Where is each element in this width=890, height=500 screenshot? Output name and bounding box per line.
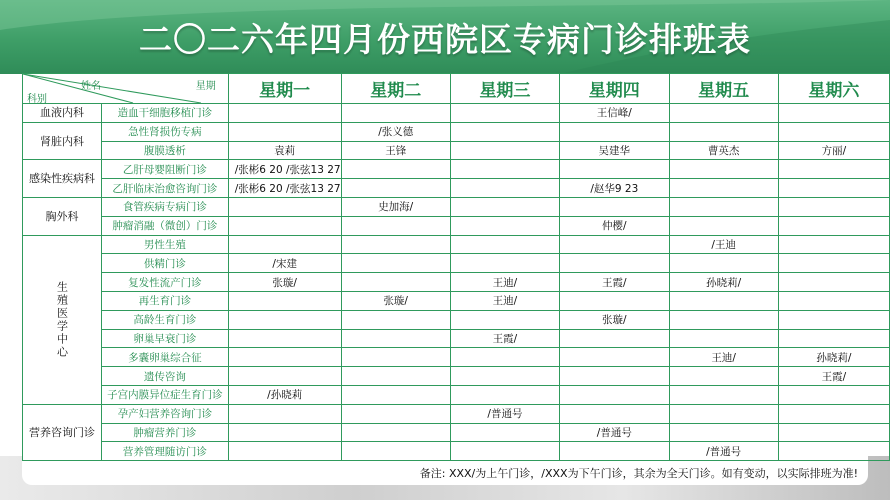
- schedule-cell: 王霞/: [778, 367, 889, 386]
- schedule-cell: [778, 442, 889, 461]
- schedule-cell: [228, 291, 341, 310]
- schedule-table: [22, 73, 890, 461]
- schedule-cell: /赵华9 23: [560, 179, 670, 198]
- table-row: [23, 216, 890, 235]
- table-row: [23, 141, 890, 160]
- schedule-cell: 方丽/: [778, 141, 889, 160]
- schedule-cell: [228, 104, 341, 123]
- table-row: [23, 273, 890, 292]
- schedule-cell: [228, 348, 341, 367]
- clinic-cell: 复发性流产门诊: [102, 273, 229, 292]
- schedule-cell: [450, 160, 559, 179]
- schedule-cell: [228, 235, 341, 254]
- schedule-cell: [228, 329, 341, 348]
- clinic-cell: 子宫内膜异位症生育门诊: [102, 385, 229, 404]
- schedule-cell: [341, 385, 450, 404]
- schedule-cell: [341, 367, 450, 386]
- department-cell: 营养咨询门诊: [23, 404, 102, 460]
- table-row: [23, 348, 890, 367]
- schedule-cell: [228, 404, 341, 423]
- table-row: [23, 179, 890, 198]
- schedule-cell: [778, 235, 889, 254]
- schedule-cell: [341, 348, 450, 367]
- schedule-cell: 王霞/: [560, 273, 670, 292]
- schedule-cell: [560, 122, 670, 141]
- department-cell: 感染性疾病科: [23, 160, 102, 198]
- table-row: [23, 235, 890, 254]
- clinic-cell: 乙肝母婴阻断门诊: [102, 160, 229, 179]
- schedule-cell: [228, 442, 341, 461]
- clinic-cell: 造血干细胞移植门诊: [102, 104, 229, 123]
- table-row: [23, 160, 890, 179]
- schedule-cell: [778, 404, 889, 423]
- department-cell: 胸外科: [23, 197, 102, 235]
- schedule-cell: [560, 348, 670, 367]
- schedule-cell: [778, 254, 889, 273]
- schedule-cell: /普通号: [560, 423, 670, 442]
- clinic-cell: 男性生殖: [102, 235, 229, 254]
- schedule-cell: [341, 442, 450, 461]
- schedule-cell: [450, 141, 559, 160]
- department-cell: 血液内科: [23, 104, 102, 123]
- table-row: [23, 329, 890, 348]
- schedule-cell: [560, 385, 670, 404]
- schedule-cell: /孙晓莉: [228, 385, 341, 404]
- schedule-cell: [778, 104, 889, 123]
- clinic-cell: 卵巢早衰门诊: [102, 329, 229, 348]
- schedule-cell: [778, 310, 889, 329]
- schedule-cell: [778, 423, 889, 442]
- schedule-cell: [450, 442, 559, 461]
- clinic-cell: 高龄生育门诊: [102, 310, 229, 329]
- table-row: [23, 310, 890, 329]
- schedule-cell: /普通号: [450, 404, 559, 423]
- schedule-cell: [778, 291, 889, 310]
- schedule-cell: [450, 423, 559, 442]
- schedule-cell: [341, 273, 450, 292]
- clinic-cell: 遗传咨询: [102, 367, 229, 386]
- schedule-cell: [341, 179, 450, 198]
- schedule-cell: [560, 160, 670, 179]
- schedule-cell: [560, 404, 670, 423]
- schedule-cell: [450, 197, 559, 216]
- clinic-cell: 急性肾损伤专病: [102, 122, 229, 141]
- clinic-cell: 供精门诊: [102, 254, 229, 273]
- day-header: 星期六: [778, 74, 889, 104]
- clinic-cell: 孕产妇营养咨询门诊: [102, 404, 229, 423]
- schedule-cell: [778, 179, 889, 198]
- schedule-cell: [560, 254, 670, 273]
- day-header: 星期二: [341, 74, 450, 104]
- schedule-cell: [560, 197, 670, 216]
- schedule-cell: /张义德: [341, 122, 450, 141]
- clinic-cell: 食管疾病专病门诊: [102, 197, 229, 216]
- schedule-cell: 史加海/: [341, 197, 450, 216]
- schedule-cell: 袁莉: [228, 141, 341, 160]
- clinic-cell: 肿瘤消融（微创）门诊: [102, 216, 229, 235]
- schedule-cell: [450, 310, 559, 329]
- schedule-cell: [228, 310, 341, 329]
- schedule-cell: /张彬6 20 /张弦13 27: [228, 179, 341, 198]
- schedule-cell: [341, 423, 450, 442]
- table-row: [23, 254, 890, 273]
- clinic-cell: 营养管理随访门诊: [102, 442, 229, 461]
- schedule-cell: [560, 442, 670, 461]
- schedule-cell: [450, 122, 559, 141]
- schedule-cell: [341, 254, 450, 273]
- schedule-cell: /宋建: [228, 254, 341, 273]
- schedule-cell: [669, 423, 778, 442]
- corner-day-label: 星期: [195, 81, 216, 92]
- schedule-cell: [778, 197, 889, 216]
- schedule-cell: [228, 122, 341, 141]
- schedule-cell: [228, 423, 341, 442]
- schedule-cell: [669, 160, 778, 179]
- table-row: [23, 291, 890, 310]
- table-row: [23, 423, 890, 442]
- schedule-cell: [778, 385, 889, 404]
- table-row: [23, 442, 890, 461]
- schedule-cell: [560, 235, 670, 254]
- schedule-cell: 王迪/: [450, 273, 559, 292]
- page-title: 二〇二六年四月份西院区专病门诊排班表: [139, 20, 751, 59]
- schedule-cell: [560, 291, 670, 310]
- schedule-cell: [341, 216, 450, 235]
- schedule-cell: [450, 348, 559, 367]
- table-row: [23, 404, 890, 423]
- corner-header-cell: [23, 74, 229, 104]
- schedule-cell: [450, 179, 559, 198]
- schedule-cell: 王迪/: [669, 348, 778, 367]
- schedule-cell: [669, 254, 778, 273]
- clinic-cell: 腹膜透析: [102, 141, 229, 160]
- schedule-cell: [669, 104, 778, 123]
- table-row: [23, 385, 890, 404]
- corner-name-label: 姓名: [81, 81, 101, 92]
- schedule-cell: [669, 404, 778, 423]
- schedule-cell: [341, 310, 450, 329]
- schedule-cell: [778, 122, 889, 141]
- schedule-cell: [669, 122, 778, 141]
- day-header: 星期四: [560, 74, 670, 104]
- schedule-cell: 张璇/: [560, 310, 670, 329]
- schedule-cell: [560, 329, 670, 348]
- schedule-cell: 张璇/: [228, 273, 341, 292]
- schedule-cell: /普通号: [669, 442, 778, 461]
- schedule-cell: [669, 197, 778, 216]
- schedule-cell: 吴建华: [560, 141, 670, 160]
- schedule-cell: [341, 235, 450, 254]
- schedule-cell: 孙晓莉/: [778, 348, 889, 367]
- day-header: 星期一: [228, 74, 341, 104]
- table-row: [23, 197, 890, 216]
- schedule-cell: [228, 197, 341, 216]
- corner-diagonal-lines: [23, 74, 201, 103]
- schedule-cell: [669, 310, 778, 329]
- clinic-cell: 乙肝临床治愈咨询门诊: [102, 179, 229, 198]
- schedule-cell: [560, 367, 670, 386]
- schedule-cell: [450, 254, 559, 273]
- schedule-cell: [341, 404, 450, 423]
- schedule-cell: [778, 329, 889, 348]
- header-row: [23, 74, 890, 104]
- schedule-cell: [450, 367, 559, 386]
- schedule-cell: 孙晓莉/: [669, 273, 778, 292]
- schedule-cell: [669, 329, 778, 348]
- schedule-cell: [778, 160, 889, 179]
- day-header: 星期五: [669, 74, 778, 104]
- schedule-cell: 曹英杰: [669, 141, 778, 160]
- department-cell: 生殖医学中心: [23, 235, 102, 404]
- schedule-cell: [778, 273, 889, 292]
- corner-dept-label: 科别: [27, 94, 47, 105]
- schedule-cell: [450, 216, 559, 235]
- schedule-cell: /王迪: [669, 235, 778, 254]
- schedule-cell: [669, 367, 778, 386]
- schedule-cell: [341, 329, 450, 348]
- schedule-cell: [341, 160, 450, 179]
- schedule-cell: [341, 104, 450, 123]
- clinic-cell: 再生育门诊: [102, 291, 229, 310]
- schedule-cell: [669, 385, 778, 404]
- table-row: [23, 367, 890, 386]
- schedule-cell: [778, 216, 889, 235]
- schedule-cell: /张彬6 20 /张弦13 27: [228, 160, 341, 179]
- table-row: [23, 104, 890, 123]
- schedule-cell: [228, 367, 341, 386]
- day-header: 星期三: [450, 74, 559, 104]
- schedule-cell: [669, 179, 778, 198]
- schedule-cell: [450, 385, 559, 404]
- schedule-cell: [669, 216, 778, 235]
- clinic-cell: 肿瘤营养门诊: [102, 423, 229, 442]
- schedule-cell: 仲樱/: [560, 216, 670, 235]
- footer-note: 备注: XXX/为上午门诊，/XXX为下午门诊，其余为全天门诊。如有变动，以实际排班为准!: [419, 467, 858, 480]
- department-cell: 肾脏内科: [23, 122, 102, 160]
- schedule-cell: 王霞/: [450, 329, 559, 348]
- schedule-cell: 张璇/: [341, 291, 450, 310]
- table-row: [23, 122, 890, 141]
- schedule-cell: 王信峰/: [560, 104, 670, 123]
- schedule-cell: [228, 216, 341, 235]
- clinic-cell: 多囊卵巢综合征: [102, 348, 229, 367]
- schedule-cell: 王锋: [341, 141, 450, 160]
- schedule-cell: 王迪/: [450, 291, 559, 310]
- schedule-body: [23, 104, 890, 461]
- schedule-cell: [450, 104, 559, 123]
- schedule-cell: [669, 291, 778, 310]
- schedule-cell: [450, 235, 559, 254]
